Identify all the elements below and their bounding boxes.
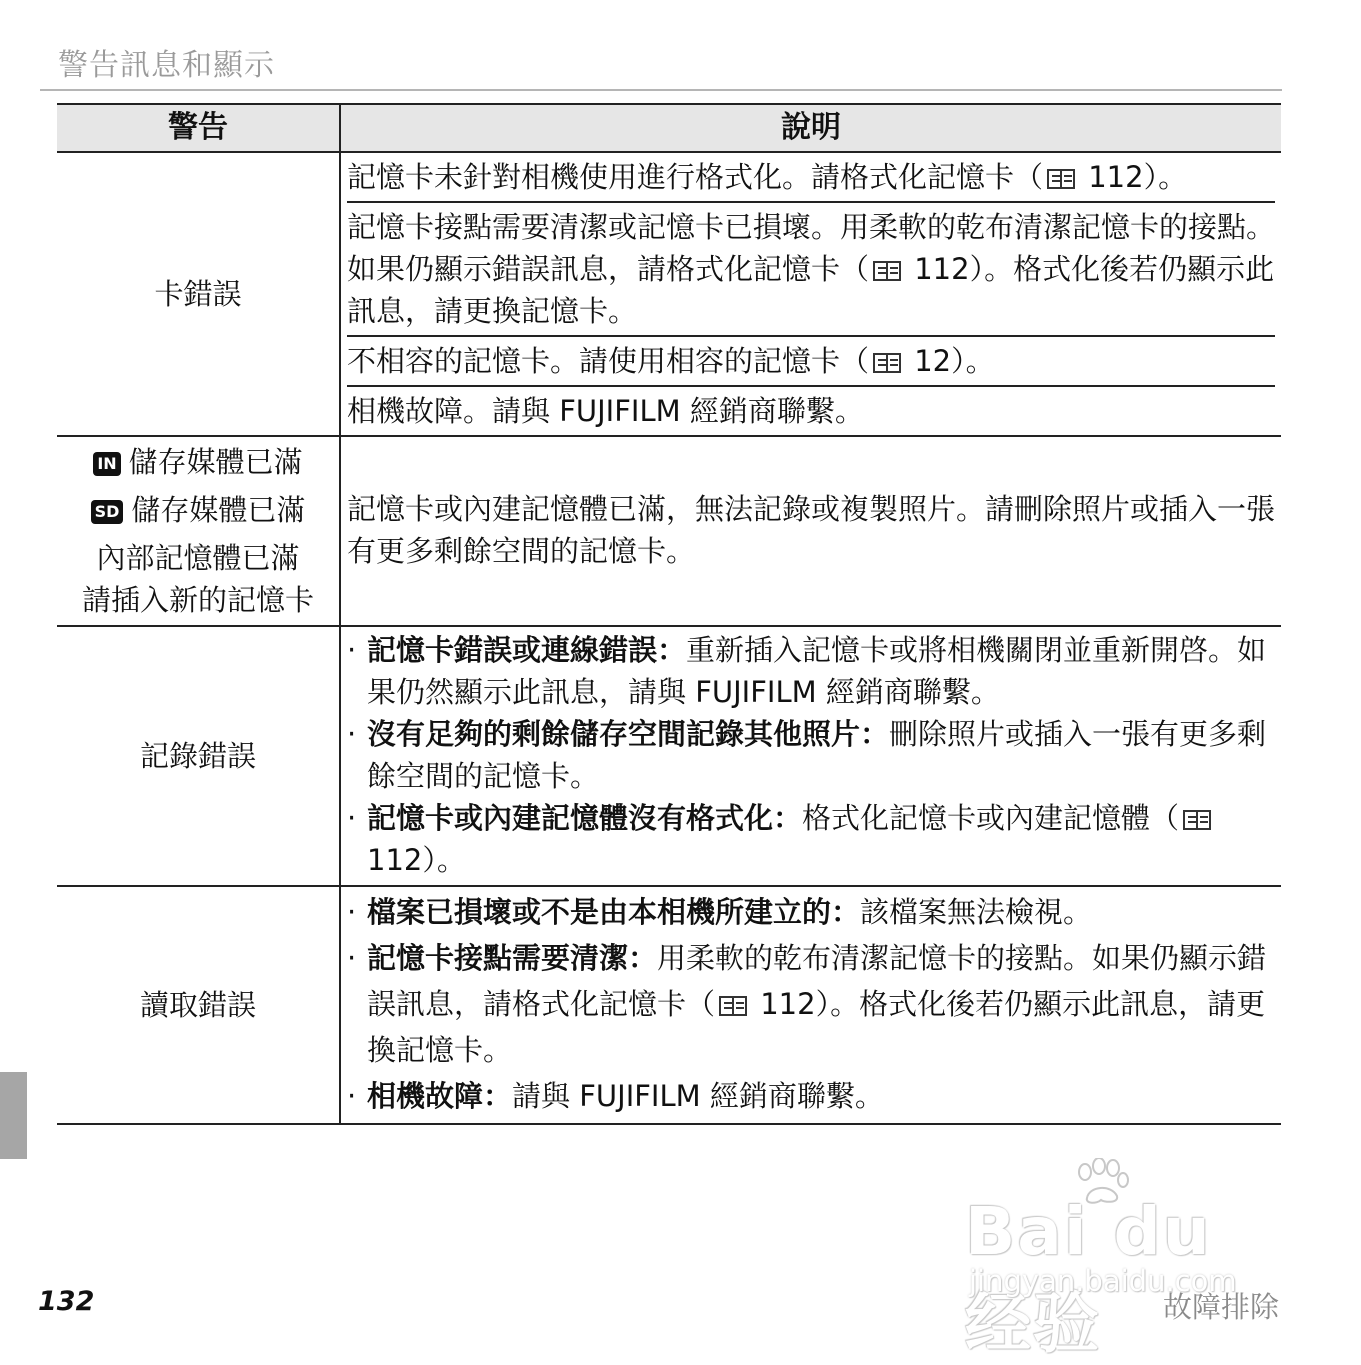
sd-card-icon: SD [91, 500, 124, 524]
section-label: 故障排除 [1162, 1290, 1279, 1324]
page-reference-icon [873, 353, 901, 373]
list-item: · 記憶卡錯誤或連線錯誤：重新插入記憶卡或將相機關閉並重新開啓。如果仍然顯示此訊息，請與 FUJIFILM 經銷商聯繫。 [347, 633, 1267, 709]
warning-insert-new-card: 請插入新的記憶卡 [81, 583, 314, 617]
table-row-read-error [57, 886, 1281, 1124]
table-row-memory-full [57, 436, 1281, 626]
column-header-warning: 警告 [57, 104, 340, 152]
description-line: 記憶卡未針對相機使用進行格式化。請格式化記憶卡（ 112）。 [347, 160, 1188, 194]
page-reference-icon [719, 996, 747, 1016]
description-card-error [340, 152, 1281, 436]
warning-internal-full-text: 內部記憶體已滿 [96, 541, 300, 575]
description-record-error [340, 626, 1281, 886]
warning-internal-full: IN 儲存媒體已滿 [57, 441, 339, 483]
internal-memory-icon: IN [93, 452, 120, 476]
page-number: 132 [38, 1286, 95, 1317]
watermark-url: jingyan.baidu.com [969, 1264, 1237, 1298]
list-item: · 記憶卡或內建記憶體沒有格式化：格式化記憶卡或內建記憶體（ 112）。 [347, 797, 1275, 881]
list-item: · 檔案已損壞或不是由本相機所建立的：該檔案無法檢視。 [347, 895, 1093, 929]
table-header-row [57, 104, 1281, 152]
column-header-description: 說明 [340, 104, 1281, 152]
warning-read-error: 讀取錯誤 [57, 886, 340, 1124]
list-item: · 記憶卡接點需要清潔：用柔軟的乾布清潔記憶卡的接點。如果仍顯示錯誤訊息，請格式化記憶卡（ 112）。格式化後若仍顯示此訊息，請更換記憶卡。 [347, 941, 1267, 1067]
page-reference-icon [1183, 810, 1211, 830]
description-memory-full: 記憶卡或內建記憶體已滿，無法記錄或複製照片。請刪除照片或插入一張有更多剩餘空間的記憶卡。 [340, 436, 1281, 626]
list-item: · 相機故障：請與 FUJIFILM 經銷商聯繫。 [347, 1079, 884, 1113]
warning-memory-full [57, 436, 340, 626]
warning-sd-full: SD 儲存媒體已滿 [57, 489, 339, 531]
description-line: 相機故障。請與 FUJIFILM 經銷商聯繫。 [347, 385, 1275, 435]
header-divider [40, 89, 1282, 91]
warning-table [57, 103, 1281, 1125]
page-reference-icon [873, 261, 901, 281]
description-line: 記憶卡接點需要清潔或記憶卡已損壞。用柔軟的乾布清潔記憶卡的接點。如果仍顯示錯誤訊息，請格式化記憶卡（ 112）。格式化後若仍顯示此訊息，請更換記憶卡。 [347, 201, 1275, 335]
watermark-brand: Bai du 经验 [965, 1193, 1212, 1362]
page-header-title: 警告訊息和顯示 [58, 48, 275, 83]
description-line: 不相容的記憶卡。請使用相容的記憶卡（ 12）。 [347, 335, 1275, 385]
description-read-error [340, 886, 1281, 1124]
table-row-record-error [57, 626, 1281, 886]
page-reference-icon [1047, 169, 1075, 189]
section-side-tab [0, 1072, 27, 1159]
warning-record-error: 記錄錯誤 [57, 626, 340, 886]
list-item: · 沒有足夠的剩餘儲存空間記錄其他照片：刪除照片或插入一張有更多剩餘空間的記憶卡。 [347, 717, 1267, 793]
warning-card-error: 卡錯誤 [57, 152, 340, 436]
table-row-card-error [57, 152, 1281, 436]
